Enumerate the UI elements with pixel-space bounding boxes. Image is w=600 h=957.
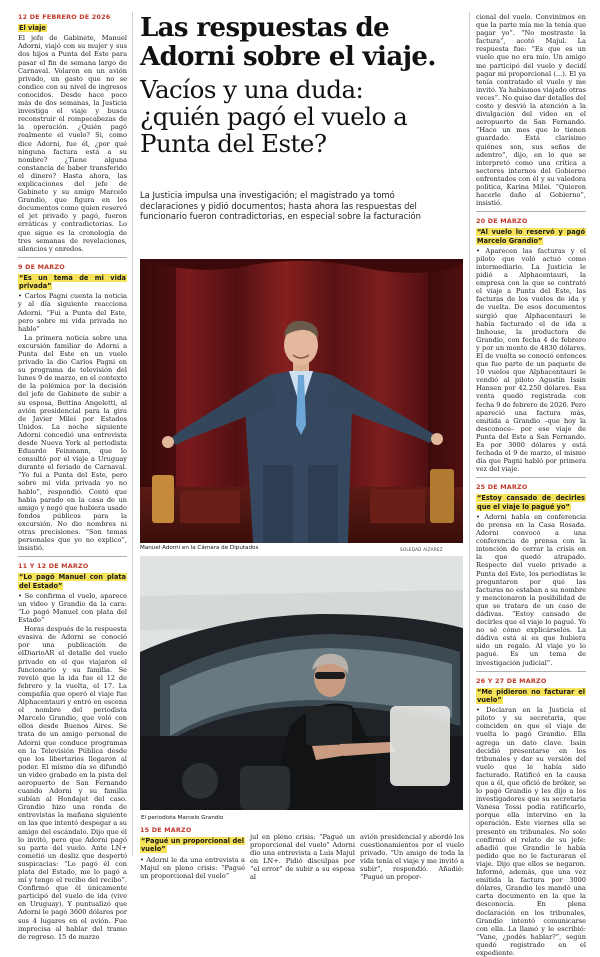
body-paragraph: La primera noticia sobre una excursión familiar de Adorni a Punta del Este en un vuelo privado la dio Carlos Pagni en su programa de televisión del lunes 9 de marzo, en el contexto de la polémica por la decisión del jefe de Gabinete de subir a su esposa, Bettina Angeletti, al avión presidencial para la gira de Javier Milei por Estados Unidos. La noche siguiente Adorni concedió una entrevista desde Nueva York al periodista Eduardo Feinmann, que lo consultó por el viaje a Uruguay durante el feriado de Carnaval. “Yo fui a Punta del Este, pero sobre mi vida privada yo no hablo”, respondió. Contó que había parado en la casa de un amigo y negó que hubiera usado fondos públicos para la excursión. No dio nombres ni otras precisiones. “Son temas personales que yo no explico”, insistió. [18,333,127,553]
body-paragraph: avión presidencial y abordó los cuestionamientos por el vuelo privado. “Un amigo de toda la vida tenía el viaje y me invitó a subir”, respondió. Añadió: “Pagué un propor- [360,833,464,882]
date-label: 20 DE MARZO [476,217,528,226]
bullet-paragraph: • Adorni le da una entrevista a Majul en pleno crisis: “Pagué un proporcional del vuelo” [140,855,245,880]
date-label: 25 DE MARZO [476,483,528,492]
headline: Las respuestas de Adorni sobre el viaje. [140,13,436,72]
left-column [18,13,127,941]
bottom-col-2 [250,833,355,882]
column-divider [132,12,133,856]
divider [18,257,127,258]
divider [476,671,586,672]
photo-credit: SOLEDAD AIZAREZ [400,547,443,552]
bullet-paragraph: • Carlos Pagni cuenta la noticia y al día siguiente reacciona Adorni. “Fui a Punta del Este, pero sobre mi vida privada no hablo” [18,292,127,333]
column-divider [469,12,470,856]
section-title: El viaje [19,24,46,33]
divider [18,556,127,557]
body-paragraph: jul en pleno crisis: “Pagué un proporcional del vuelo” Adorni dio una entrevista a Luis Majul en LN+. Pidió disculpas por “el error” de subir a su esposa al [250,833,355,882]
summary: La Justicia impulsa una investigación; el magistrado ya tomó declaraciones y pidió documentos; hasta ahora las respuestas del funcionario fueron contradictorias, en especial sobre la facturación [140,190,421,221]
photo-grandio-illustration [140,556,463,810]
photo-grandio [140,556,463,810]
bottom-col-3 [360,833,464,882]
body-paragraph: cional del vuelo. Convinimos en que la parte mía me la tenía que pagar yo”. “No mostraste la factura”, acotó Majul. La respuesta fue: “Es que es un vuelo que no era mío. Un amigo me participó del vuelo y decidí pagar mi proporcional (...). El ya tenía contratado el vuelo y me invitó. Ya habíamos viajado otras veces”. No quiso dar detalles del costo y desvió la atención a la divulgación del video en el aeropuerto de San Fernando. “Hace un mes que lo tienen guardado. Está clarísimo quiénes son, sus señas de adentro”, dijo, en lo que se interpretó como una crítica a sectores internos del Gobierno enfrentados con él y su valedora política, Karina Milei. “Quieren hacerle daño al Gobierno”, insistió. [476,13,587,208]
body-paragraph: Horas después de la respuesta evasiva de Adorni se conoció por una publicación de elDiarioAR el detalle del vuelo privado en el que viajaron el funcionario y su familia. Se reveló que la ida fue el 12 de febrero y la vuelta, el 17. La compañía que operó el viaje fue Alphacentauri y entró en escena el nombre del periodista Marcelo Grandio, que voló con ellos desde Buenos Aires. Se trata de un amigo personal de Adorni que conduce programas en la Televisión Pública desde que los libertarios llegaron al poder. El mismo día se difundió un video grabado en la pista del aeropuerto de San Fernando cuando Adorni y su familia subían al Hondajet del caso. Grandio hizo una ronda de entrevistas la mañana siguiente en las que intentó despegar a su amigo del escándalo. Dijo que él lo invitó, pero que Adorni pagó su parte del vuelo. Ante LN+ cometió un desliz que despertó suspicacias: “Lo pagó él con plata del Estado, me lo pagó a mí y tengo el recibo del recibo”. Confirmó que él únicamente participó del vuelo de ida (vive en Uruguay). Y puntualizó que Adorni le pagó 3600 dólares por sus 4 lugares en el avión. Fue imprecisa al hablar del tramo de regreso. 15 de marzo [18,625,127,941]
quote-highlight: “Es un tema de mi vida privada” [19,273,126,291]
photo-adorni-illustration [140,259,463,543]
right-column [476,13,587,957]
divider [476,477,586,478]
date-label: 26 Y 27 DE MARZO [476,676,547,685]
subheadline: Vacíos y una duda: ¿quién pagó el vuelo a Punta del Este? [140,75,408,158]
quote-highlight: “Estoy cansado de decirles que el viaje lo pagué yo” [477,494,585,511]
date-label: 9 DE MARZO [18,262,65,271]
body-paragraph: • Adorni habla en conferencia de prensa en la Casa Rosada. Adorni convocó a una conferencia de prensa con la intención de cerrar la crisis en la que quedó atrapado. Respecto del vuelo privado a Punta del Este, los periodistas le preguntaron por qué las facturas no estaban a su nombre y mencionaron la posibilidad de que se tratara de un caso de dádivas. “Estoy cansado de decirles que el viaje lo pagué. Yo no sé cómo explicárselos. La dádiva está si es que hubiera sido un regalo. Al viaje yo lo pagué. Es un tema de investigación judicial”. [476,512,586,667]
bottom-col-1 [140,826,245,880]
photo-caption: Manuel Adorni en la Cámara de Diputados [140,545,259,551]
date-label: 15 DE MARZO [140,826,192,834]
date-label: 12 DE FEBRERO DE 2026 [18,13,111,21]
quote-highlight: “Lo pagó Manuel con plata del Estado” [19,573,126,590]
photo-adorni [140,259,463,543]
body-paragraph: • Aparecen las facturas y el piloto que voló actuó como intermediario. La Justicia le pidió a Alphacentauri, la empresa con la que se contrató el viaje a Punta del Este, las facturas de los vuelos de ida y de vuelta. De esos documentos surgió que Alphacentauri le había facturado el de ida a Imhouse, la productora de Grandio, con fecha 4 de febrero y por un monto de 4830 dólares. El de vuelta se conoció entonces que fue parte de un paquete de 10 vuelos que Alphacentauri le vendió al piloto Agustín Issin Hansen por 42.250 dólares. Esa venta quedó registrada con fecha 9 de febrero de 2026. Pero apareció una factura más, emitida a Grandio –que hoy la desconoce– por ese viaje de Punta del Este a San Fernando. Es por 3000 dólares y está fechada el 9 de marzo, el mismo día que Pagni habló por primera vez del viaje. [476,246,587,474]
intro-paragraph: El jefe de Gabinete, Manuel Adorni, viajó con su mujer y sus dos hijos a Punta del Este para pasar el fin de semana largo de Carnaval. Volaron en un avión privado, un gasto que no se condice con su nivel de ingresos conocidos. Desde hace poco más de dos semanas, la Justicia investiga el viaje y busca reconstruir el rompecabezas de la operación. ¿Quién pagó realmente el vuelo? Si, como dice Adorni, fue él, ¿por qué ninguna factura está a su nombre? ¿Tiene alguna constancia de haber transferido el dinero? Hasta ahora, las explicaciones del jefe de Gabinete y su amigo Marcelo Grandio, que figura en los documentos como quien reservó el jet privado y pagó, fueron erráticas y contradictorias. Lo que sigue es la cronología de tres semanas de revelaciones, silencios y enredos. [18,34,127,253]
divider [476,211,586,212]
date-label: 11 Y 12 DE MARZO [18,562,89,571]
quote-highlight: “Pagué un proporcional del vuelo” [141,837,244,854]
quote-highlight: “Al vuelo lo reservó y pagó Marcelo Grandio” [477,228,585,245]
bullet-paragraph: • Se confirma el vuelo, aparece un video y Grandio da la cara: “Lo pagó Manuel con plata del Estado” [18,591,127,625]
quote-highlight: “Me pidieron no facturar el vuelo” [477,687,585,704]
body-paragraph: • Declaran en la Justicia el piloto y su secretaria, que coinciden en que el viaje de vuelta lo pagó Grandio. Ella agrega un dato clave. Issin decidió presentarse en los tribunales y dar su versión del vuelo que le había sido facturado. Ratificó en la causa que a él, que ofició de bróker, se lo pagó Grandio y les dijo a los investigadores que su secretaria Vanesa Tossi podía ratificarlo, porque ella intervino en la operación. Este viernes ella se presentó en tribunales. No solo confirmó el relato de su jefe: añadió que Grandio le había pedido que no le facturaran el viaje. Dijo que ellos se negaron. Informó, además, que una vez emitida la factura por 3000 dólares, Grandio les mandó una carta documento en la que la desconocía. En plena declaración en los tribunales, Grandio intentó comunicarse con ella. La llamó y le escribió: “Vane, ¿podés hablar?”, según quedó registrado en el expediente. [476,706,586,957]
photo-caption: El periodista Marcelo Grandio [141,815,224,821]
